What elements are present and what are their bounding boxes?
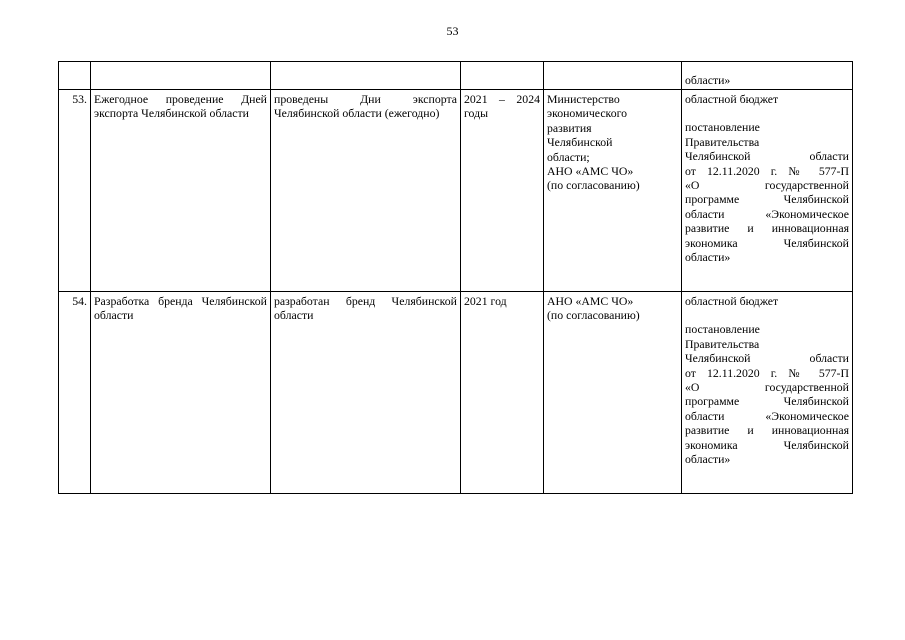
table-row xyxy=(59,90,853,292)
cell-executor xyxy=(544,62,682,90)
cell-num: 54. xyxy=(59,292,91,494)
basis-line: программе Челябинской xyxy=(685,394,849,409)
cell-event: Ежегодное проведение Дней экспорта Челябинской области xyxy=(91,90,271,292)
basis-line: программе Челябинской xyxy=(685,192,849,207)
cell-result: разработан бренд Челябинской области xyxy=(271,292,461,494)
cell-executor xyxy=(544,292,682,494)
basis-line: развитие и инновационная xyxy=(685,423,849,438)
executor-line: (по согласованию) xyxy=(547,178,640,193)
source-tail-text: области» xyxy=(685,72,731,87)
executor-line: АНО «АМС ЧО» xyxy=(547,164,634,179)
basis-line: «О государственной xyxy=(685,380,849,395)
executor-line: АНО «АМС ЧО» xyxy=(547,294,634,308)
table-row-continuation xyxy=(59,62,853,90)
basis-text xyxy=(685,120,849,264)
basis-line: постановление xyxy=(685,322,760,337)
basis-line: от 12.11.2020 г. № 577-П xyxy=(685,163,849,178)
cell-source xyxy=(682,90,853,292)
table-row xyxy=(59,292,853,494)
measures-table xyxy=(58,61,853,494)
cell-num: 53. xyxy=(59,90,91,292)
executor-line: (по согласованию) xyxy=(547,308,640,323)
basis-line: экономика Челябинской xyxy=(685,235,849,250)
executor-line: Министерство xyxy=(547,92,620,106)
cell-source xyxy=(682,292,853,494)
basis-text xyxy=(685,322,849,466)
basis-line: экономика Челябинской xyxy=(685,437,849,452)
executor-line: области; xyxy=(547,149,590,164)
funding-text: областной бюджет xyxy=(685,294,779,308)
basis-line: области «Экономическое xyxy=(685,408,849,423)
cell-event xyxy=(91,62,271,90)
basis-line: Правительства xyxy=(685,336,760,351)
page-number: 53 xyxy=(446,24,459,38)
basis-line: Челябинской области xyxy=(685,351,849,366)
basis-line: области «Экономическое xyxy=(685,206,849,221)
basis-line: от 12.11.2020 г. № 577-П xyxy=(685,365,849,380)
cell-period: 2021 год xyxy=(461,292,544,494)
cell-event: Разработка бренда Челябинской области xyxy=(91,292,271,494)
cell-period: 2021 – 2024 годы xyxy=(461,90,544,292)
basis-line: Челябинской области xyxy=(685,149,849,164)
cell-period xyxy=(461,62,544,90)
basis-line: области» xyxy=(685,250,731,265)
cell-num xyxy=(59,62,91,90)
cell-result xyxy=(271,62,461,90)
basis-line: области» xyxy=(685,452,731,467)
executor-line: экономического xyxy=(547,106,628,121)
basis-line: Правительства xyxy=(685,134,760,149)
basis-line: постановление xyxy=(685,120,760,135)
cell-result: проведены Дни экспорта Челябинской области (ежегодно) xyxy=(271,90,461,292)
funding-text: областной бюджет xyxy=(685,92,779,106)
basis-line: развитие и инновационная xyxy=(685,221,849,236)
cell-executor xyxy=(544,90,682,292)
executor-line: развития xyxy=(547,120,592,135)
executor-line: Челябинской xyxy=(547,135,613,150)
cell-source xyxy=(682,62,853,90)
basis-line: «О государственной xyxy=(685,178,849,193)
